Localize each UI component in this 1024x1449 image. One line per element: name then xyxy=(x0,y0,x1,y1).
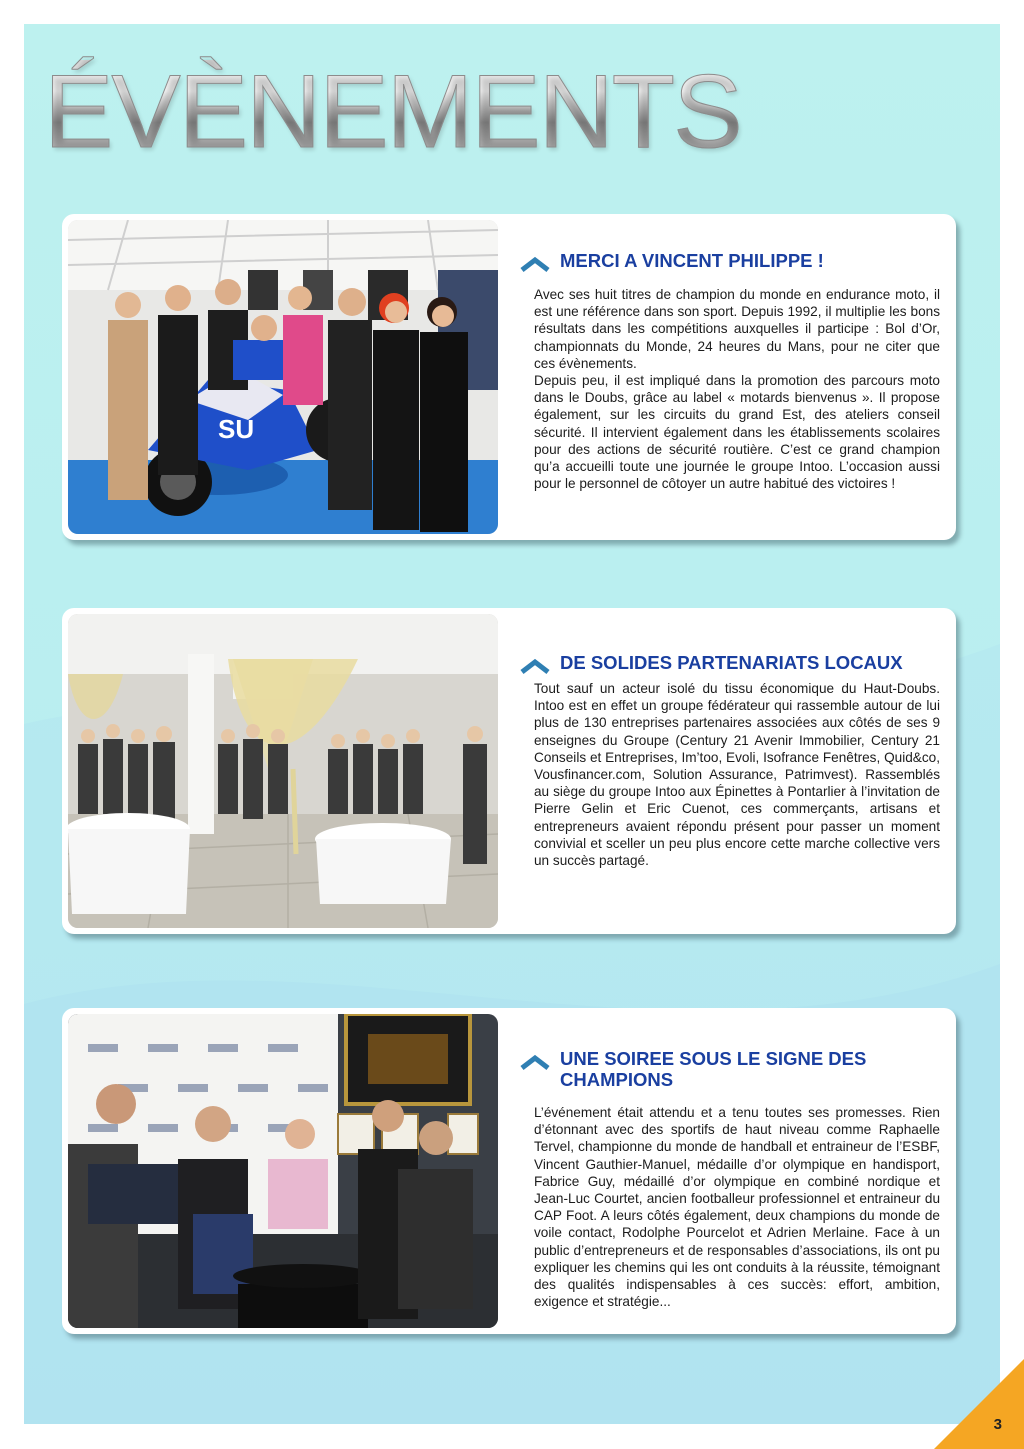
article-card-soiree-champions xyxy=(62,1008,956,1334)
article-paragraph: Avec ses huit titres de champion du monde en endurance moto, il est une référence dans son sport. Depuis 1992, il multiplie les bons résultats dans les compétitions auxquelles il participe : Bol d’Or, championnats du Monde, 24 heures du Mans, pour ne citer que ces évènements. xyxy=(534,287,940,371)
page-number: 3 xyxy=(993,1416,1002,1433)
article-body xyxy=(534,680,940,869)
chevron-up-icon xyxy=(520,256,550,272)
photo-panel-discussion xyxy=(68,1014,498,1328)
article-text xyxy=(520,1048,940,1310)
article-body xyxy=(534,1104,940,1310)
article-paragraph: Tout sauf un acteur isolé du tissu économique du Haut-Doubs. Intoo est en effet un groupe fédérateur qui rassemble autour de lui plus de 130 entreprises partenaires associées aux côtés de ses 9 enseignes du Groupe (Century 21 Avenir Immobilier, Century 21 Conseils et Entreprises, Im’too, Evoli, Isofrance Fenêtres, Quid&co, Vousfinancer.com, Solution Assurance, Patrimvest). Rassemblés au siège du groupe Intoo aux Épinettes à Pontarlier à l’invitation de Pierre Gelin et Eric Cuenot, ces commerçants, artisans et entrepreneurs avaient répondu présent pour passer un moment convivial et sceller un peu plus encore cette marche collective vers un succès partagé. xyxy=(534,681,940,869)
article-heading-text: DE SOLIDES PARTENARIATS LOCAUX xyxy=(560,652,903,673)
page-corner-triangle xyxy=(934,1359,1024,1449)
motorcycle-photo-illustration xyxy=(68,220,498,534)
article-text xyxy=(520,652,940,869)
article-heading-text: MERCI A VINCENT PHILIPPE ! xyxy=(560,250,824,271)
article-paragraph: L’événement était attendu et a tenu toutes ses promesses. Rien d’étonnant avec des sportifs de haut niveau comme Raphaelle Tervel, championne du monde de handball et entraineur de l’ESBF, Vincent Gauthier-Manuel, médaille d’or olympique en handisport, Fabrice Guy, médaillé d’or olympique en combiné nordique et Jean-Luc Courtet, ancien footballeur professionnel et entraineur du CAP Foot. A leurs côtés également, deux champions du monde de voile contact, Rodolphe Pourcelot et Adrien Merlaine. Face à un public d’entrepreneurs et de responsables d’associations, ils ont pu expliquer les chemins qui les ont conduits à la réussite, témoignant des qualités indispensables à ces succès: effort, ambition, exigence et stratégie... xyxy=(534,1105,940,1310)
reception-photo-illustration xyxy=(68,614,498,928)
chevron-up-icon xyxy=(520,1054,550,1070)
article-heading xyxy=(520,652,940,674)
article-heading xyxy=(520,1048,940,1090)
photo-motorcycle-group xyxy=(68,220,498,534)
page-title: ÉVÈNEMENTS xyxy=(44,54,741,170)
article-card-partenariats xyxy=(62,608,956,934)
article-heading-text: UNE SOIREE SOUS LE SIGNE DES CHAMPIONS xyxy=(560,1048,867,1090)
svg-text:SU: SU xyxy=(218,414,255,444)
chevron-up-icon xyxy=(520,658,550,674)
article-body xyxy=(534,286,940,492)
photo-reception-room xyxy=(68,614,498,928)
article-text xyxy=(520,250,940,492)
article-heading xyxy=(520,250,940,272)
article-card-vincent-philippe xyxy=(62,214,956,540)
article-paragraph: Depuis peu, il est impliqué dans la promotion des parcours moto dans le Doubs, grâce au label « motards bienvenus ». Il propose également, sur les circuits du grand Est, des ateliers conseil sécurité. Il intervient également dans les établissements scolaires pour des actions de sécurité routière. C’est ce grand champion qu’a accueilli toute une journée le groupe Intoo. L’occasion aussi pour le personnel de côtoyer un autre habitué des victoires ! xyxy=(534,373,940,492)
panel-photo-illustration xyxy=(68,1014,498,1328)
page-panel xyxy=(24,24,1000,1424)
